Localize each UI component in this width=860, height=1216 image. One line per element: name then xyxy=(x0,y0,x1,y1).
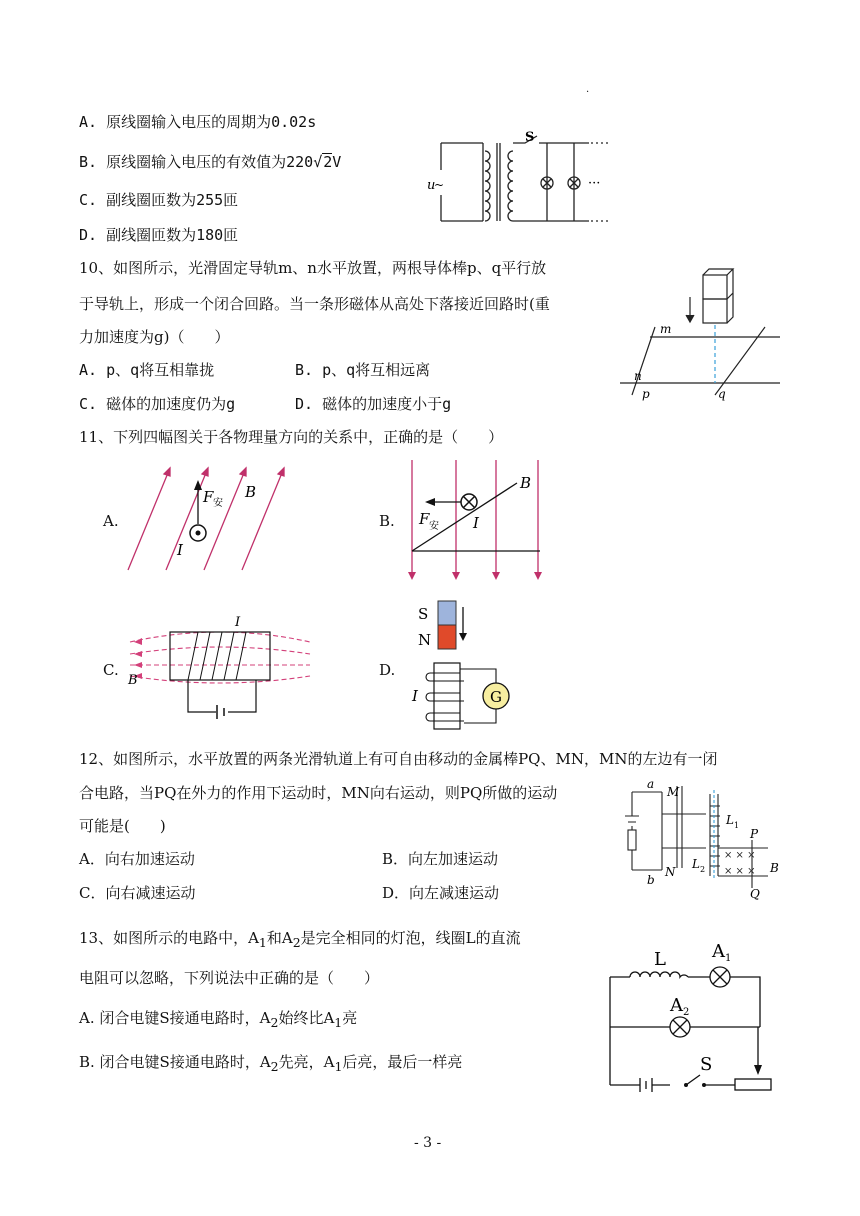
fig11c-b-label: B xyxy=(128,673,138,688)
transformer-switch-label: S xyxy=(525,130,535,145)
lamp-a2-sub: 2 xyxy=(683,1007,690,1018)
fig11a-force-sub: 安 xyxy=(213,498,223,509)
rod-q-label: q xyxy=(718,387,726,401)
rod-m-label: M xyxy=(667,785,680,799)
q12-option-c: C．向右减速运动 xyxy=(79,884,196,902)
q11-option-d-label: D. xyxy=(379,661,396,679)
rail-n-label: n xyxy=(634,369,642,383)
q10-option-c: C. 磁体的加速度仍为g xyxy=(79,395,236,413)
q11-option-b-label: B. xyxy=(379,512,395,530)
magnet-s-label: S xyxy=(418,605,429,623)
magnet-n-label: N xyxy=(418,631,432,649)
q12-option-d: D．向左减速运动 xyxy=(382,884,500,902)
q12-option-a: A．向右加速运动 xyxy=(79,850,195,868)
terminal-b-label: b xyxy=(647,873,655,887)
page-number: - 3 - xyxy=(414,1135,442,1151)
q10-option-b: B. p、q将互相远离 xyxy=(295,361,431,379)
fig11b-current-label: I xyxy=(473,514,479,532)
q9-option-b: B. 原线圈输入电压的有效值为220√2V xyxy=(79,153,342,171)
q11-stem: 11、下列四幅图关于各物理量方向的关系中，正确的是（ ） xyxy=(79,428,504,446)
header-dot: . xyxy=(586,84,590,95)
lamp-a1-label: A xyxy=(712,941,725,962)
figure-11b xyxy=(405,458,550,583)
q12-option-b: B．向左加速运动 xyxy=(382,850,499,868)
q13-option-b: B. 闭合电键S接通电路时，$A_2$先亮，$A_1$后亮，最后一样亮 xyxy=(79,1053,463,1074)
figure-11d xyxy=(410,597,530,737)
terminal-a-label: a xyxy=(647,777,655,791)
fig11a-b-label: B xyxy=(245,483,257,501)
rod-p-label: P xyxy=(750,827,759,841)
coil-l2-sub: 2 xyxy=(700,865,706,874)
q12-stem-line3: 可能是( ) xyxy=(79,817,166,835)
rod-q-label: Q xyxy=(750,887,760,901)
q13-stem-line1: 13、如图所示的电路中，$A_1$和$A_2$是完全相同的灯泡，线圈L的直流 xyxy=(79,929,521,950)
q10-stem-line2: 于导轨上，形成一个闭合回路。当一条形磁体从高处下落接近回路时(重 xyxy=(79,295,550,313)
q12-stem-line1: 12、如图所示，水平放置的两条光滑轨道上有可自由移动的金属棒PQ、MN，MN的左边有一闭 xyxy=(79,750,718,768)
fig11d-current-label: I xyxy=(412,687,418,705)
q12-stem-line2: 合电路，当PQ在外力的作用下运动时，MN向右运动，则PQ所做的运动 xyxy=(79,784,558,802)
transformer-circuit-figure xyxy=(425,130,615,230)
coil-l2-label: L xyxy=(692,857,700,871)
rod-n-label: N xyxy=(665,865,676,879)
q13-stem-line2: 电阻可以忽略，下列说法中正确的是（ ） xyxy=(79,969,380,987)
q10-stem-line1: 10、如图所示，光滑固定导轨m、n水平放置，两根导体棒p、q平行放 xyxy=(79,259,547,277)
q11-option-a-label: A. xyxy=(103,512,119,530)
q9-option-d: D. 副线圈匝数为180匝 xyxy=(79,226,239,244)
figure-11c xyxy=(120,612,320,722)
transformer-u-label: u xyxy=(427,178,436,193)
fig11c-current-label: I xyxy=(235,615,241,630)
rail-m-label: m xyxy=(660,322,672,336)
lamp-coil-circuit-figure xyxy=(600,935,790,1095)
coil-l1-sub: 1 xyxy=(734,821,740,830)
figure-11a xyxy=(120,460,290,580)
lamp-a1-sub: 1 xyxy=(725,953,732,964)
q11-option-c-label: C. xyxy=(103,661,119,679)
fig11a-current-label: I xyxy=(177,541,183,559)
coil-l-label: L xyxy=(654,949,666,970)
fig11b-force-label: F xyxy=(419,510,430,528)
fig11b-force-sub: 安 xyxy=(429,521,439,532)
q10-option-a: A. p、q将互相靠拢 xyxy=(79,361,215,379)
galvanometer-label: G xyxy=(490,688,502,706)
fig11b-b-label: B xyxy=(520,474,532,492)
q10-option-d: D. 磁体的加速度小于g xyxy=(295,395,452,413)
q9-option-a: A. 原线圈输入电压的周期为0.02s xyxy=(79,113,317,131)
rails-coils-figure xyxy=(620,776,795,901)
field-b-label: B xyxy=(770,861,779,875)
fig11a-force-label: F xyxy=(203,488,214,506)
q10-stem-line3: 力加速度为g)（ ） xyxy=(79,328,230,346)
svg-text:× × ×: × × × xyxy=(724,850,756,861)
transformer-continuation-dots: ··· xyxy=(588,176,601,191)
rod-p-label: p xyxy=(642,387,650,401)
coil-l1-label: L xyxy=(726,813,734,827)
q9-option-c: C. 副线圈匝数为255匝 xyxy=(79,191,239,209)
switch-s-label: S xyxy=(700,1054,713,1075)
svg-text:× × ×: × × × xyxy=(724,866,756,877)
magnet-rails-figure xyxy=(620,265,790,405)
lamp-a2-label: A xyxy=(670,995,683,1016)
q13-option-a: A. 闭合电键S接通电路时，$A_2$始终比$A_1$亮 xyxy=(79,1009,358,1030)
svg-text:~: ~ xyxy=(434,178,445,192)
